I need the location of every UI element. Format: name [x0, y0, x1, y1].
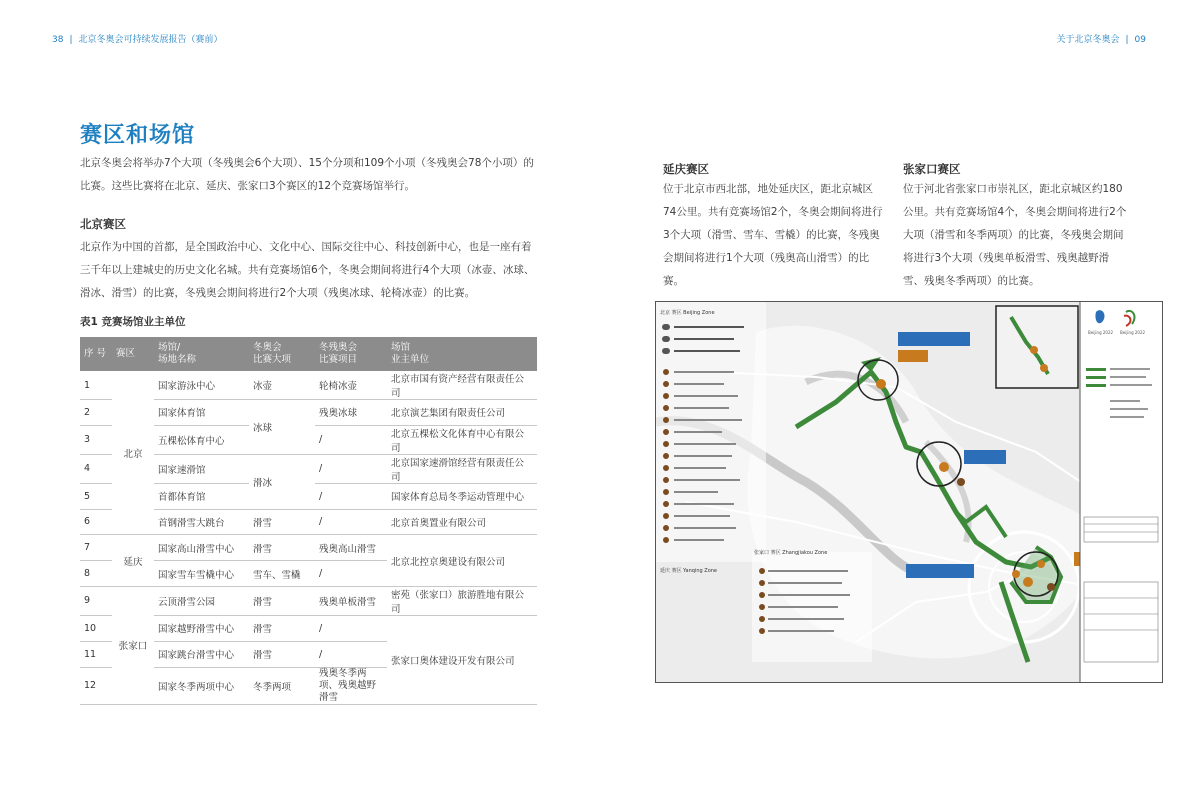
zhangjiakou-paragraph: 位于河北省张家口市崇礼区，距北京城区约180公里。共有竞赛场馆4个，冬奥会期间将进行2个大项（滑雪和冬季两项）的比赛，冬残奥会期间将进行3个大项（残奥单板滑雪、残奥越野滑雪、残奥冬季两项）的比赛。: [903, 183, 1127, 287]
right-page-number: 09: [1134, 35, 1146, 45]
venue-name: 国家速滑馆: [154, 454, 249, 483]
para-event: /: [315, 641, 387, 667]
olympic-sport: 滑雪: [249, 586, 315, 615]
owner: 北京演艺集团有限责任公司: [387, 400, 537, 426]
left-running-title: 北京冬奥会可持续发展报告（赛前）: [78, 35, 223, 45]
right-running-title: 关于北京冬奥会: [1056, 35, 1120, 45]
yanqing-heading: 延庆赛区: [663, 162, 709, 176]
zone-cell-zhangjiakou: 张家口: [112, 586, 154, 704]
row-no: 4: [80, 454, 112, 483]
olympic-sport: 冬季两项: [249, 667, 315, 704]
para-event: /: [315, 454, 387, 483]
olympic-logo-caption: Beijing 2022: [1088, 330, 1114, 335]
row-no: 8: [80, 561, 112, 587]
venue-name: 国家越野滑雪中心: [154, 615, 249, 641]
col-header-zone: 赛区: [112, 337, 154, 371]
owner: 北京首奥置业有限公司: [387, 509, 537, 535]
olympic-sport: 滑雪: [249, 535, 315, 561]
para-event: 残奥冰球: [315, 400, 387, 426]
paralympic-logo-caption: Beijing 2022: [1120, 330, 1146, 335]
table-caption: 表1 竞赛场馆业主单位: [80, 316, 186, 328]
zhangjiakou-heading: 张家口赛区: [903, 162, 961, 176]
left-page-header: 38 | 北京冬奥会可持续发展报告（赛前）: [52, 35, 223, 45]
map-legend-yanqing: 延庆 赛区 Yanqing Zone: [660, 568, 718, 574]
row-no: 10: [80, 615, 112, 641]
col-header-para: 冬残奥会 比赛项目: [315, 337, 387, 371]
olympic-sport: 冰球: [249, 400, 315, 455]
table-row: [80, 586, 537, 615]
olympic-sport: 滑雪: [249, 509, 315, 535]
venues-table: [80, 337, 537, 705]
olympic-sport: 滑雪: [249, 615, 315, 641]
venue-map: [655, 301, 1163, 683]
row-no: 12: [80, 667, 112, 704]
para-event: 轮椅冰壶: [315, 371, 387, 400]
table-row: [80, 371, 537, 400]
venue-name: 首都体育馆: [154, 483, 249, 509]
para-event: /: [315, 483, 387, 509]
venue-name: 国家跳台滑雪中心: [154, 641, 249, 667]
table-header-row: [80, 337, 537, 371]
olympic-sport: 滑冰: [249, 454, 315, 509]
para-event: /: [315, 425, 387, 454]
owner: 北京国家速滑馆经营有限责任公司: [387, 454, 537, 483]
venue-name: 国家体育馆: [154, 400, 249, 426]
venue-name: 国家雪车雪橇中心: [154, 561, 249, 587]
row-no: 9: [80, 586, 112, 615]
owner: 北京市国有资产经营有限责任公司: [387, 371, 537, 400]
venue-name: 国家游泳中心: [154, 371, 249, 400]
col-header-owner: 场馆 业主单位: [387, 337, 537, 371]
col-header-no: 序 号: [80, 337, 112, 371]
beijing-paragraph: 北京作为中国的首都，是全国政治中心、文化中心、国际交往中心、科技创新中心，也是一座有着三千年以上建城史的历史文化名城。共有竞赛场馆6个，冬奥会期间将进行4个大项（冰壶、冰球、滑冰、滑雪）的比赛，冬残奥会期间将进行2个大项（残奥冰球、轮椅冰壶）的比赛。: [80, 241, 535, 299]
venue-map-graphic: [656, 302, 1162, 682]
row-no: 6: [80, 509, 112, 535]
para-event: 残奥单板滑雪: [315, 586, 387, 615]
row-no: 2: [80, 400, 112, 426]
owner: 北京五棵松文化体育中心有限公司: [387, 425, 537, 454]
table-row: [80, 535, 537, 561]
zone-cell-yanqing: 延庆: [112, 535, 154, 587]
row-no: 11: [80, 641, 112, 667]
para-event: /: [315, 561, 387, 587]
beijing-heading: 北京赛区: [80, 217, 126, 231]
row-no: 1: [80, 371, 112, 400]
venue-name: 国家冬季两项中心: [154, 667, 249, 704]
col-header-venue: 场馆/ 场地名称: [154, 337, 249, 371]
map-legend-zhangjiakou: 张家口 赛区 Zhangjiakou Zone: [754, 550, 828, 556]
olympic-sport: 滑雪: [249, 641, 315, 667]
venue-name: 国家高山滑雪中心: [154, 535, 249, 561]
owner: 张家口奥体建设开发有限公司: [387, 615, 537, 704]
intro-paragraph: 北京冬奥会将举办7个大项（冬残奥会6个大项）、15个分项和109个小项（冬残奥会78个小项）的比赛。这些比赛将在北京、延庆、张家口3个赛区的12个竞赛场馆举行。: [80, 157, 534, 192]
right-page-header: 关于北京冬奥会 | 09: [1056, 35, 1146, 45]
yanqing-paragraph: 位于北京市西北部，地处延庆区，距北京城区74公里。共有竞赛场馆2个，冬奥会期间将进行3个大项（滑雪、雪车、雪橇）的比赛，冬残奥会期间将进行1个大项（残奥高山滑雪）的比赛。: [663, 183, 883, 287]
owner: 国家体育总局冬季运动管理中心: [387, 483, 537, 509]
row-no: 5: [80, 483, 112, 509]
left-page-number: 38: [52, 35, 64, 45]
para-event: 残奥冬季两项、残奥越野滑雪: [315, 667, 387, 704]
venue-name: 云顶滑雪公园: [154, 586, 249, 615]
olympic-sport: 冰壶: [249, 371, 315, 400]
owner: 密苑（张家口）旅游胜地有限公司: [387, 586, 537, 615]
row-no: 3: [80, 425, 112, 454]
section-title: 赛区和场馆: [80, 123, 196, 148]
zone-cell-beijing: 北京: [112, 371, 154, 535]
venue-name: 首钢滑雪大跳台: [154, 509, 249, 535]
para-event: 残奥高山滑雪: [315, 535, 387, 561]
row-no: 7: [80, 535, 112, 561]
olympic-sport: 雪车、雪橇: [249, 561, 315, 587]
col-header-olympic: 冬奥会 比赛大项: [249, 337, 315, 371]
map-legend-beijing: 北京 赛区 Beijing Zone: [660, 310, 715, 316]
para-event: /: [315, 509, 387, 535]
venue-name: 五棵松体育中心: [154, 425, 249, 454]
para-event: /: [315, 615, 387, 641]
owner: 北京北控京奥建设有限公司: [387, 535, 537, 587]
